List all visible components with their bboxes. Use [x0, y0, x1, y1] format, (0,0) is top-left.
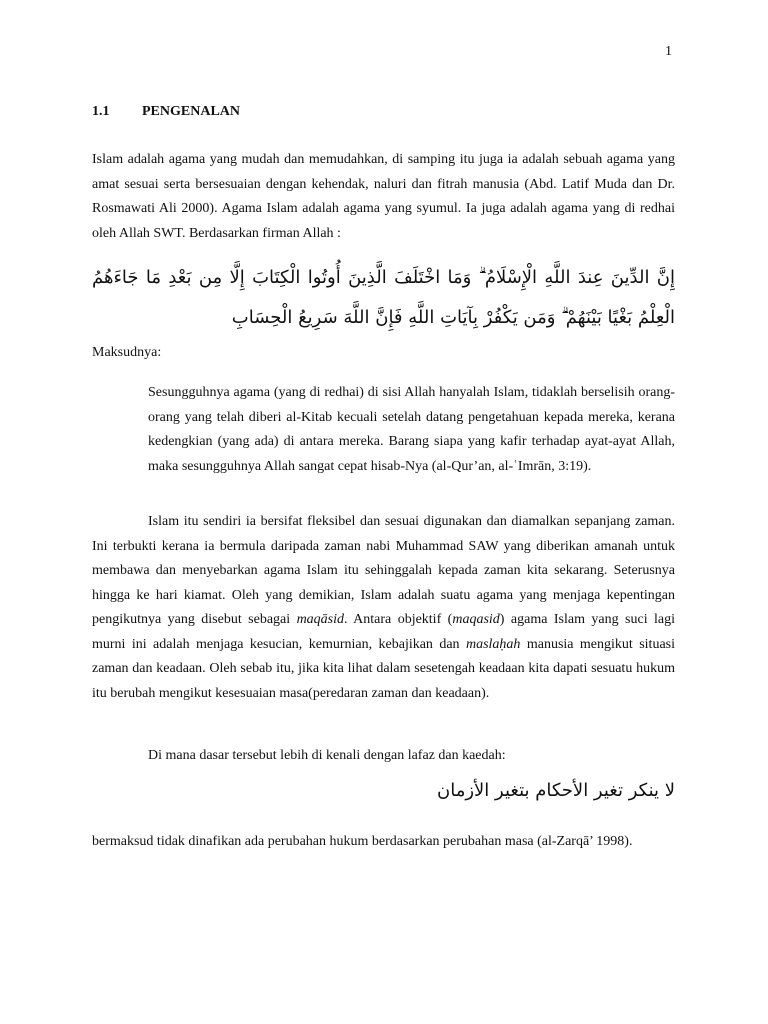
paragraph-text: Islam itu sendiri ia bersifat fleksibel dan sesuai digunakan dan diamalkan sepanjang zaman. Ini terbukti kerana ia bermula daripada zaman nabi Muhammad SAW yang diberikan amanah untuk membawa dan menyebarkan agama Islam itu sehinggalah kepada zaman kita sekarang. Seterusnya hingga ke hari kiamat. Oleh yang demikian, Islam adalah suatu agama yang menjaga kepentingan pengikutnya yang disebut sebagai: [92, 514, 675, 627]
paragraph-text: ) agama Islam yang suci lagi murni ini adalah menjaga kesucian, kemurnian, kebajikan dan: [92, 612, 676, 652]
maxim-meaning: bermaksud tidak dinafikan ada perubahan hukum berdasarkan perubahan masa (al-Zarqā’ 1998).: [92, 834, 633, 849]
intro-paragraph: Islam adalah agama yang mudah dan memudahkan, di samping itu juga ia adalah sebuah agama yang amat sesuai serta bersesuaian dengan kehendak, naluri dan fitrah manusia (Abd. Latif Muda dan Dr. Rosmawati Ali 2000). Agama Islam adalah agama yang syumul. Ia juga adalah agama yang di redhai oleh Allah SWT. Berdasarkan firman Allah :: [92, 152, 675, 241]
arabic-maxim: لا ينكر تغير الأحكام بتغير الأزمان: [437, 780, 675, 801]
maksudnya-label: Maksudnya:: [92, 345, 162, 360]
term-maslahah: maslaḥah: [465, 636, 521, 652]
section-number: 1.1: [92, 104, 110, 119]
translation-quote: Sesungguhnya agama (yang di redhai) di sisi Allah hanyalah Islam, tidaklah berselisih orang-orang yang telah diberi al-Kitab kecuali setelah datang pengetahuan kepada mereka, kerana kedengkian (yang ada) di antara mereka. Barang siapa yang kafir terhadap ayat-ayat Allah, maka sesungguhnya Allah sangat cepat hisab-Nya (al-Qur’an, al-ʿImrān, 3:19).: [148, 385, 675, 474]
section-heading: [92, 104, 240, 120]
section-title: PENGENALAN: [142, 104, 241, 119]
term-maqasid: maqāsid: [296, 612, 345, 627]
flexibility-paragraph: [92, 510, 675, 706]
paragraph-text: manusia mengikut situasi zaman dan keadaan. Oleh sebab itu, jika kita lihat dalam sesetengah keadaan kita dapati sesuatu hukum itu berubah mengikut kesesuaian masa(peredaran zaman dan keadaan).: [92, 636, 675, 701]
term-maqasid-2: maqasid: [452, 612, 500, 627]
page-number: 1: [665, 44, 672, 59]
paragraph-text: . Antara objektif (: [344, 612, 453, 627]
arabic-verse: إِنَّ الدِّينَ عِندَ اللَّهِ الْإِسْلَامُ ۗ وَمَا اخْتَلَفَ الَّذِينَ أُوتُوا الْكِتَابَ إِلَّا مِن بَعْدِ مَا جَاءَهُمُ الْعِلْمُ بَغْيًا بَيْنَهُمْ ۗ وَمَن يَكْفُرْ بِآيَاتِ اللَّهِ فَإِنَّ اللَّهَ سَرِيعُ الْحِسَابِ: [92, 267, 675, 328]
maxim-intro: Di mana dasar tersebut lebih di kenali dengan lafaz dan kaedah:: [148, 748, 506, 763]
